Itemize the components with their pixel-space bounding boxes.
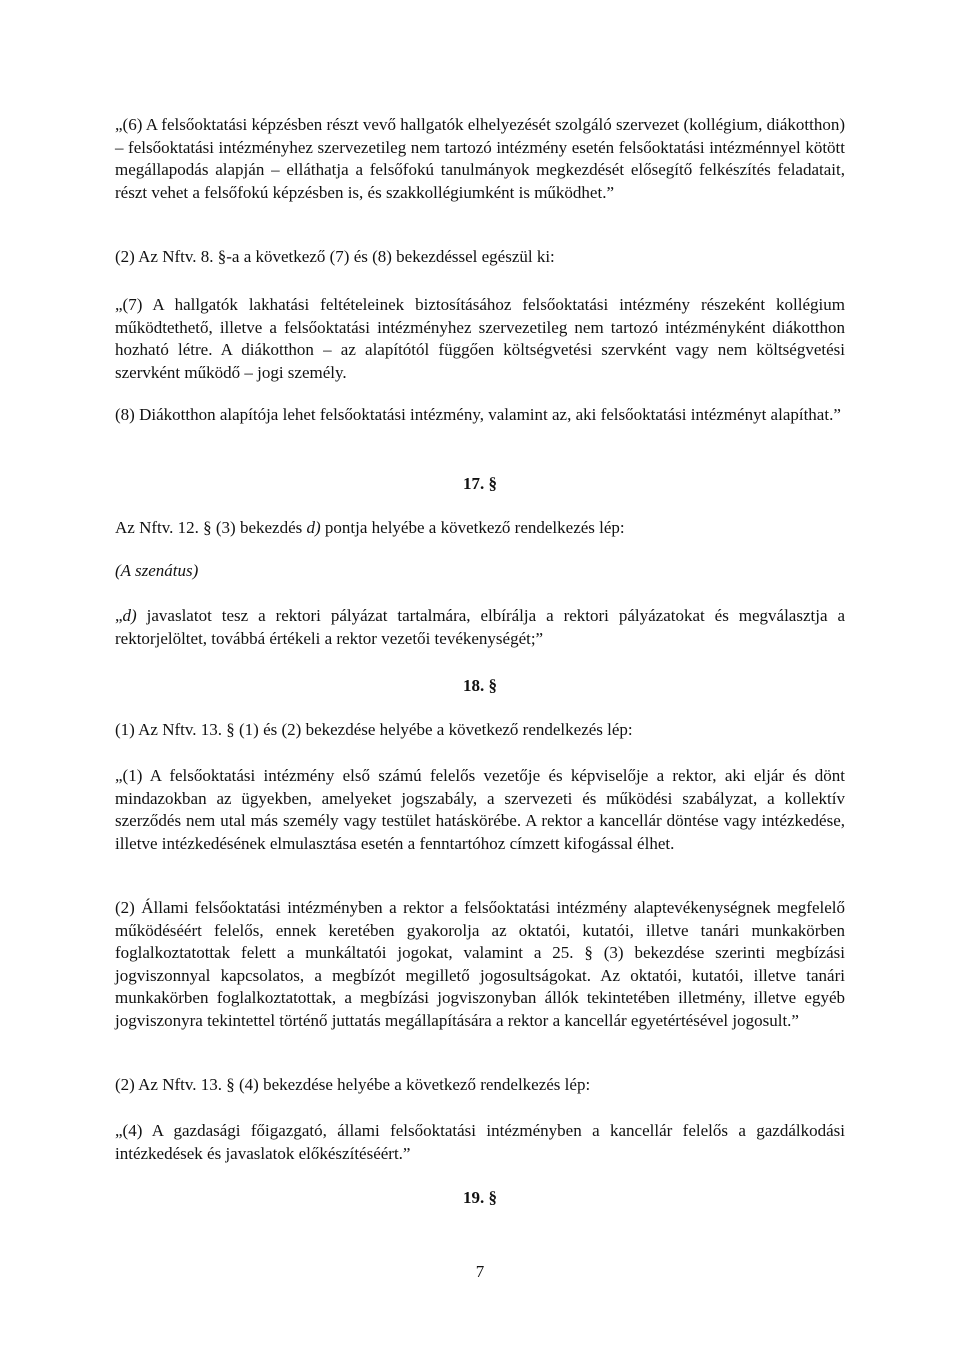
paragraph-8: (8) Diákotthon alapítója lehet felsőoktatási intézmény, valamint az, aki felsőoktatási intézményt alapíthat.”: [115, 405, 841, 424]
paragraph-nftv-13-4-intro: (2) Az Nftv. 13. § (4) bekezdése helyébe a következő rendelkezés lép:: [115, 1075, 591, 1094]
paragraph-nftv-13-1-intro: (1) Az Nftv. 13. § (1) és (2) bekezdése helyébe a következő rendelkezés lép:: [115, 720, 633, 739]
paragraph-senate: [115, 560, 845, 583]
paragraph-nftv-12-intro: Az Nftv. 12. § (3) bekezdés d) pontja helyébe a következő rendelkezés lép:: [115, 518, 625, 537]
paragraph-d-point: „d) javaslatot tesz a rektori pályázat tartalmára, elbírálja a rektori pályázatokat és megválasztja a rektorjelöltet, továbbá értékeli a rektor vezetői tevékenységét;”: [115, 606, 845, 648]
paragraph-13-2: (2) Állami felsőoktatási intézményben a rektor a felsőoktatási intézmény alaptevékenységnek megfelelő működéséért felelős, ennek keretében gyakorolja az oktatói, kutatói, illetve tanári munkakörben foglalkoztatottak felett a munkáltatói jogokat, valamint a 25. § (3) bekezdése szerinti megbízási jogviszonnyal kapcsolatos, a megbízót megillető jogosultságokat. Az oktatói, kutatói, illetve tanári munkakörben foglalkoztatottak, a megbízási jogviszonyban állók tekintetében illetmény, illetve egyéb jogviszonyra tekintettel történő juttatás megállapítására a rektor a kancellár egyetértésével jogosult.”: [115, 898, 845, 1030]
paragraph-13-1: „(1) A felsőoktatási intézmény első számú felelős vezetője és képviselője a rektor, aki eljár és dönt mindazokban az ügyekben, amelyeket jogszabály, a szervezeti és működési szabályzat, a kollektív szerződés nem utal más személy vagy testület hatáskörébe. A rektor a kancellár döntése vagy intézkedése, illetve intézkedésének elmulasztása esetén a fenntartóhoz címzett kifogással élhet.: [115, 766, 845, 853]
section-heading-17: 17. §: [463, 474, 497, 493]
senate-italic-label: (A szenátus): [115, 561, 199, 580]
section-heading-19: 19. §: [463, 1188, 497, 1207]
paragraph-6: „(6) A felsőoktatási képzésben részt vevő hallgatók elhelyezését szolgáló szervezet (kollégium, diákotthon) – felsőoktatási intézményhez szervezetileg nem tartozó intézmény esetén felsőoktatási intézménnyel kötött megállapodás alapján – elláthatja a felsőfokú tanulmányok megkezdését elősegítő felkészítés feladatait, részt vehet a felsőfokú képzésben is, és szakkollégiumként is működhet.”: [115, 115, 845, 202]
section-heading-18: 18. §: [463, 676, 497, 695]
paragraph-nftv-8-intro: (2) Az Nftv. 8. §-a a következő (7) és (8) bekezdéssel egészül ki:: [115, 247, 555, 266]
paragraph-13-4: „(4) A gazdasági főigazgató, állami felsőoktatási intézményben a kancellár felelős a gazdálkodási intézkedések és javaslatok előkészítéséért.”: [115, 1121, 845, 1163]
paragraph-7: „(7) A hallgatók lakhatási feltételeinek biztosításához felsőoktatási intézmény részeként kollégium működtethető, illetve a felsőoktatási intézményhez szervezetileg nem tartozó intézményként diákotthon hozható létre. A diákotthon – az alapítótól függően költségvetési szervként vagy nem költségvetési szervként működő – jogi személy.: [115, 295, 845, 382]
page-number: 7: [475, 1262, 485, 1281]
